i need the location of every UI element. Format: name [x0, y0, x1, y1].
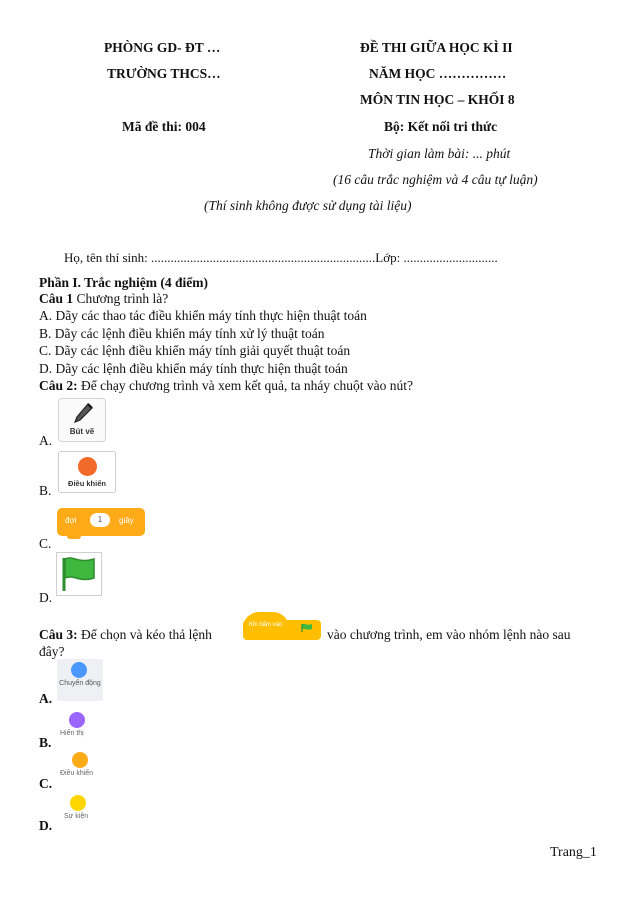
student-info-line: Họ, tên thí sinh: .....................................................................Lớp: ............................. — [64, 250, 498, 265]
q2-option-d-letter: D. — [39, 590, 53, 605]
part1-title: Phần I. Trắc nghiệm (4 điểm) — [39, 275, 209, 290]
question-1-label: Câu 1 — [39, 291, 74, 306]
question-3-text-after: vào chương trình, em vào nhóm lệnh nào sau — [327, 627, 571, 642]
orange-circle-icon — [78, 457, 97, 476]
motion-circle-icon — [71, 662, 87, 678]
wait-block-notch — [67, 534, 81, 539]
book-series: Bộ: Kết nối tri thức — [384, 119, 498, 134]
q1-option-a: A. Dãy các thao tác điều khiển máy tính thực hiện thuật toán — [39, 308, 367, 323]
q3-option-a-icon — [57, 659, 103, 701]
question-2-text: Để chạy chương trình và xem kết quả, ta nháy chuột vào nút? — [77, 378, 413, 393]
q1-option-d: D. Dãy các lệnh điều khiển máy tính thực hiện thuật toán — [39, 361, 348, 376]
q1-option-b: B. Dãy các lệnh điều khiển máy tính xử lý thuật toán — [39, 326, 325, 341]
question-2 — [39, 377, 413, 394]
motion-category-label: Chuyển động — [59, 680, 101, 687]
school-heading: TRƯỜNG THCS… — [107, 66, 221, 81]
school-year: NĂM HỌC …………… — [369, 66, 507, 81]
q3-option-d-icon — [58, 793, 98, 825]
pen-icon-label: Bút vẽ — [69, 427, 95, 436]
question-1-text: Chương trình là? — [73, 291, 169, 306]
events-circle-icon — [70, 795, 86, 811]
subject-heading: MÔN TIN HỌC – KHỐI 8 — [360, 92, 515, 107]
q2-option-a-letter: A. — [39, 433, 53, 448]
q2-option-b-letter: B. — [39, 483, 52, 498]
exam-code: Mã đề thi: 004 — [122, 119, 206, 134]
question-3-text-line2: đây? — [39, 644, 65, 659]
q3-option-a-letter: A. — [39, 691, 53, 706]
looks-circle-icon — [69, 712, 85, 728]
q2-option-d-icon — [56, 552, 102, 596]
question-3 — [39, 626, 212, 643]
looks-category-label: Hiển thị — [60, 730, 84, 737]
q3-option-d-letter: D. — [39, 818, 53, 833]
q2-option-b-icon — [58, 451, 116, 493]
q1-option-c: C. Dãy các lệnh điều khiển máy tính giải quyết thuật toán — [39, 343, 351, 358]
when-flag-clicked-block — [243, 612, 321, 642]
question-3-text-before: Để chọn và kéo thả lệnh — [77, 627, 212, 642]
control-category-label: Điều khiển — [60, 770, 94, 777]
q3-option-c-icon — [58, 751, 104, 783]
q3-option-c-letter: C. — [39, 776, 53, 791]
exam-structure: (16 câu trắc nghiệm và 4 câu tự luận) — [333, 172, 538, 187]
wait-block-value: 1 — [90, 513, 110, 527]
q3-option-b-letter: B. — [39, 735, 52, 750]
q2-option-c-letter: C. — [39, 536, 52, 551]
wait-block-right-text: giây — [119, 516, 134, 525]
small-green-flag-icon — [301, 623, 313, 633]
q2-option-a-icon — [58, 398, 106, 442]
q3-option-b-icon — [58, 710, 98, 742]
no-materials-note: (Thí sinh không được sử dụng tài liệu) — [204, 198, 412, 213]
question-3-label: Câu 3: — [39, 627, 78, 642]
question-2-label: Câu 2: — [39, 378, 78, 393]
wait-block-left-text: đợi — [65, 516, 77, 525]
events-category-label: Sự kiện — [64, 813, 89, 820]
page-number: Trang_1 — [550, 845, 597, 860]
question-1 — [39, 290, 168, 307]
pen-icon — [59, 400, 107, 428]
q2-option-c-icon — [57, 505, 145, 541]
exam-title: ĐỀ THI GIỮA HỌC KÌ II — [360, 40, 513, 55]
dept-heading: PHÒNG GD- ĐT … — [104, 40, 221, 55]
control-icon-label: Điều khiển — [68, 479, 106, 488]
green-flag-icon — [57, 553, 101, 595]
event-block-label: Khi bấm vào — [249, 622, 283, 628]
exam-time: Thời gian làm bài: ... phút — [368, 146, 511, 161]
control-circle-icon — [72, 752, 88, 768]
